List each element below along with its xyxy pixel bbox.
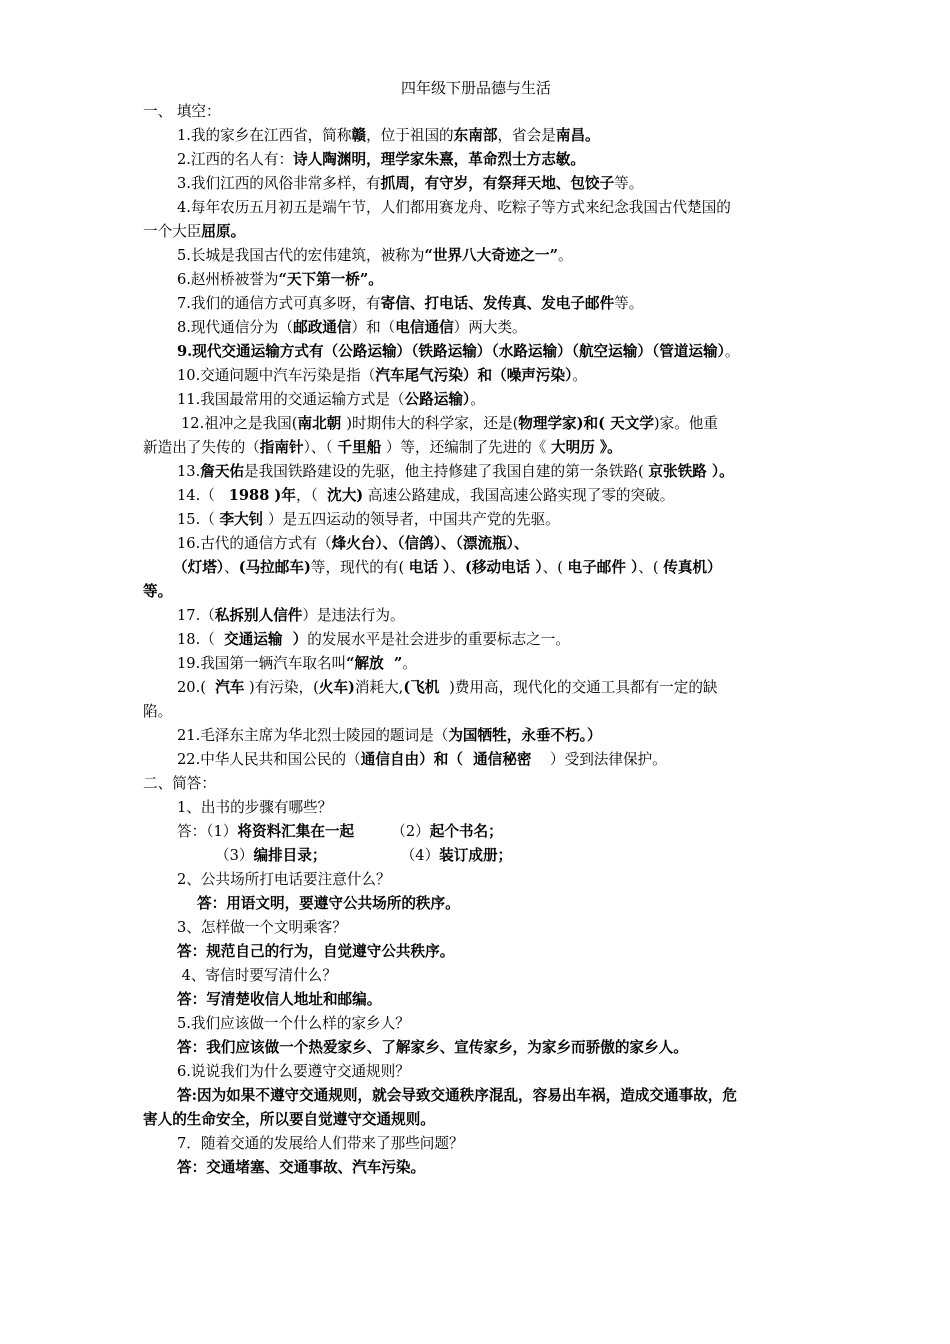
answer-text: 指南针 [259,439,304,456]
short-answer-7 [143,1156,809,1180]
question-text: 的发展水平是社会进步的重要标志之一。 [307,631,570,648]
question-text: 。 [572,367,587,384]
question-text: 10.交通问题中汽车污染是指（ [177,367,376,384]
question-6 [143,268,809,292]
question-text: ，位于祖国的 [366,127,454,144]
question-11 [143,388,809,412]
short-question-3 [143,916,809,940]
question-text: 11.我国最常用的交通运输方式是（ [177,391,405,408]
question-text: 2、公共场所打电话要注意什么？ [177,871,391,888]
question-text: 等，现代的有( [310,559,409,576]
answer-text: 答：写清楚收信人地址和邮编。 [177,991,382,1008]
answer-text: 答：交通堵塞、交通事故、汽车污染。 [177,1159,426,1176]
question-20-line-2 [143,700,809,724]
short-answer-1-line-1 [143,820,809,844]
question-18 [143,628,809,652]
question-text: 21.毛泽东主席为华北烈士陵园的题词是（ [177,727,449,744]
short-answer-6-line-1 [143,1084,809,1108]
question-13 [143,460,809,484]
short-question-5 [143,1012,809,1036]
answer-text: 编排目录； [253,847,327,864]
question-16-line-2 [143,556,809,580]
short-answer-5 [143,1036,809,1060]
short-question-1 [143,796,809,820]
question-text: 12.祖冲之是我国( [181,415,298,432]
answer-text: 寄信、打电话、发传真、发电子邮件 [380,295,615,312]
question-text: 4、寄信时要写清什么？ [177,967,337,984]
question-text: 8.现代通信分为（ [177,319,294,336]
question-text: 。 [470,391,485,408]
question-text: 14.（ [177,487,229,504]
question-text: 6.赵州桥被誉为 [177,271,279,288]
short-answer-4 [143,988,809,1012]
question-text: 新造出了失传的（ [143,439,260,456]
answer-text: （灯塔） [173,559,225,576]
question-text: 5.我们应该做一个什么样的家乡人？ [177,1015,410,1032]
question-text: 消耗大, [354,679,404,696]
question-text: 高速公路建成，我国高速公路实现了零的突破。 [363,487,675,504]
answer-text: 大明历 》。 [551,439,622,456]
answer-text: 沈大) [327,487,364,504]
question-text: 是我国铁路建设的先驱，他主持修建了我国自建的第一条铁路( [244,463,649,480]
question-16-line-3 [143,580,809,604]
question-text: 22.中华人民共和国公民的（ [177,751,361,768]
answer-text: 诗人陶渊明，理学家朱熹，革命烈士方志敏。 [293,151,585,168]
question-text: （4） [326,847,440,864]
question-21 [143,724,809,748]
question-1 [143,124,809,148]
short-answer-1-line-2 [143,844,809,868]
question-text: 、( [542,559,568,576]
short-answer-2 [143,892,809,916]
answer-text: 答：我们应该做一个热爱家乡、了解家乡、宣传家乡，为家乡而骄傲的家乡人。 [177,1039,688,1056]
question-text: 。 [557,247,573,264]
question-text: 、 [450,559,465,576]
question-12-line-1 [143,412,809,436]
section-short-answer-heading: 二、简答： [143,775,216,792]
question-text: )时期伟大的科学家，还是( [346,415,519,432]
answer-text: 电话 ） [408,559,451,576]
question-12-line-2 [143,436,809,460]
answer-text: 李大钊 [219,511,264,528]
question-14 [143,484,809,508]
answer-text: 1988 )年 [228,487,296,504]
question-text: 19.我国第一辆汽车取名叫 [177,655,347,672]
short-question-6 [143,1060,809,1084]
answer-text: (移动电话 ） [464,559,543,576]
question-15 [143,508,809,532]
question-2 [143,148,809,172]
answer-text: 汽车 [215,679,245,696]
answer-text: 通信自由）和（ 通信秘密 [360,751,532,768]
answer-text: 汽车尾气污染）和（噪声污染） [375,367,573,384]
question-text: 等。 [614,175,644,192]
answer-text: 南北朝 [297,415,347,432]
question-text: )有污染，( [244,679,319,696]
question-text: ，省会是 [497,127,556,144]
question-text: 等。 [614,295,644,312]
short-question-2 [143,868,809,892]
answer-text: 起个书名； [429,823,503,840]
answer-text: 邮政通信 [293,319,352,336]
document-title: 四年级下册品德与生活 [400,79,551,97]
short-question-4 [143,964,809,988]
answer-text: “解放 ” [346,655,403,672]
question-text: ）两大类。 [453,319,527,336]
question-text: 15.（ [177,511,220,528]
answer-text: 火车) [318,679,355,696]
answer-text: 将资料汇集在一起 [237,823,355,840]
question-text: 。 [724,343,740,360]
question-text: 3、怎样做一个文明乘客？ [177,919,347,936]
question-text: 1、出书的步骤有哪些？ [177,799,333,816]
question-text: ，（ [295,487,328,504]
question-text: 2.江西的名人有： [177,151,294,168]
question-text: ）是违法行为。 [302,607,405,624]
question-8 [143,316,809,340]
document-page [143,76,809,1180]
question-text: 、( [638,559,664,576]
question-7 [143,292,809,316]
answer-text: 烽火台）、（信鸽）、（漂流瓶）、 [331,535,529,552]
question-text: 5.长城是我国古代的宏伟建筑，被称为 [177,247,425,264]
question-text: 陷。 [143,703,173,720]
answer-text: 答:因为如果不遵守交通规则，就会导致交通秩序混乱，容易出车祸，造成交通事故，危 [177,1087,737,1104]
answer-text: 京张铁路 ）。 [648,463,734,480]
answer-text: (马拉邮车) [238,559,311,576]
question-text: 1.我的家乡在江西省，简称 [177,127,352,144]
question-text: ）受到法律保护。 [531,751,667,768]
answer-text: 电信通信 [395,319,454,336]
question-text: 20.( [177,679,216,696]
question-text: 7.我们的通信方式可真多呀，有 [177,295,381,312]
question-4-line-2 [143,220,809,244]
question-text: （2） [354,823,430,840]
answer-text: 答：用语文明，要遵守公共场所的秩序。 [197,895,460,912]
section-fill-blank-heading: 一、 填空： [143,103,221,120]
answer-text: 电子邮件 ） [567,559,639,576]
question-text: )家。他重 [653,415,718,432]
answer-text: 9.现代交通运输方式有（公路运输）（铁路运输）（水路运输）（航空运输）（管道运输） [177,343,725,360]
short-answer-3 [143,940,809,964]
question-4-line-1 [143,196,809,220]
question-text: 答：（1） [177,823,238,840]
question-text: 4.每年农历五月初五是端午节，人们都用赛龙舟、吃粽子等方式来纪念我国古代楚国的 [177,199,731,216]
question-3 [143,172,809,196]
question-text: ）、（ [303,439,338,456]
question-16-line-1 [143,532,809,556]
answer-text: 詹天佑 [200,463,245,480]
question-text: 。 [402,655,417,672]
question-text: 18.（ [177,631,225,648]
question-9 [143,340,809,364]
question-text: 、 [224,559,239,576]
answer-text: “天下第一桥”。 [278,271,383,288]
question-20-line-1 [143,676,809,700]
answer-text: 等。 [143,583,173,600]
question-text: 16.古代的通信方式有（ [177,535,332,552]
answer-text: 屈原。 [201,223,246,240]
question-text: 7．随着交通的发展给人们带来了那些问题？ [177,1135,464,1152]
answer-text: “世界八大奇迹之一” [424,247,558,264]
answer-text: 千里船 [337,439,382,456]
answer-text: 交通运输 ） [224,631,308,648]
question-text: ）是五四运动的领导者，中国共产党的先驱。 [263,511,560,528]
answer-text: (飞机 [403,679,445,696]
question-text: 6.说说我们为什么要遵守交通规则？ [177,1063,410,1080]
question-text: 13. [177,463,201,480]
question-17 [143,604,809,628]
question-text: 3.我们江西的风俗非常多样，有 [177,175,381,192]
answer-text: 东南部 [453,127,498,144]
short-question-7 [143,1132,809,1156]
question-text: 一个大臣 [143,223,202,240]
answer-text: 物理学家)和( 天文学 [518,415,654,432]
answer-text: 装订成册； [439,847,513,864]
answer-text: 南昌。 [555,127,600,144]
short-answer-6-line-2 [143,1108,809,1132]
question-text: 17.（ [177,607,215,624]
question-text: ）和（ [351,319,396,336]
answer-text: 私拆别人信件 [214,607,303,624]
question-22 [143,748,809,772]
question-text: )费用高，现代化的交通工具都有一定的缺 [444,679,718,696]
answer-text: 赣 [351,127,367,144]
question-text: ）等，还编制了先进的《 [381,439,551,456]
answer-text: 抓周，有守岁，有祭拜天地、包饺子 [380,175,615,192]
question-19 [143,652,809,676]
answer-text: 传真机） [663,559,722,576]
answer-text: 答：规范自己的行为，自觉遵守公共秩序。 [177,943,455,960]
answer-text: 为国牺牲，永垂不朽。） [448,727,602,744]
question-5 [143,244,809,268]
question-text: （3） [215,847,254,864]
answer-text: 公路运输） [404,391,471,408]
answer-text: 害人的生命安全，所以要自觉遵守交通规则。 [143,1111,435,1128]
question-10 [143,364,809,388]
